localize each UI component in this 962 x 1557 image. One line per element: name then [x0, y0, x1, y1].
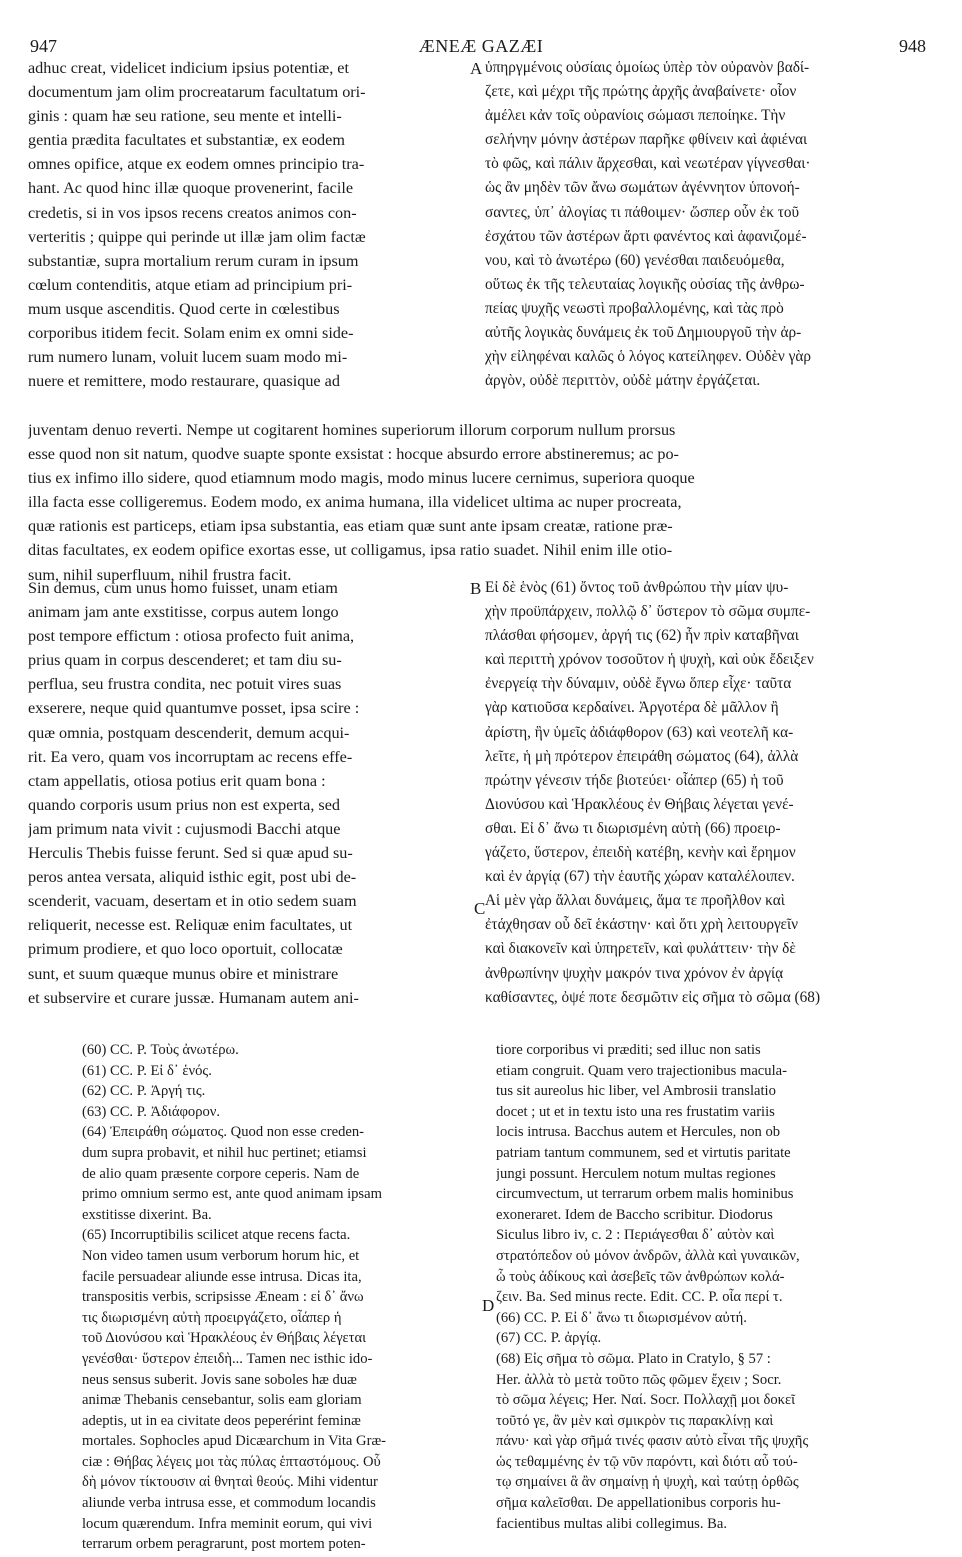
greek-line: ὑπηργμένοις οὐσίαις ὁμοίως ὑπὲρ τὸν οὐρανὸν βαδί- — [485, 59, 810, 76]
footnote-line: locis intrusa. Bacchus autem et Hercules, non ob — [496, 1124, 781, 1141]
greek-line: γὰρ κατιοῦσα κερδαίνει. Ἀργοτέρα δὲ μᾶλλον ἢ — [485, 699, 779, 717]
greek-line: Αἱ μὲν γὰρ ἄλλαι δυνάμεις, ἅμα τε προῆλθον καὶ — [485, 892, 785, 910]
greek-line: ὡς ἂν μηδὲν τῶν ἄνω σωμάτων ἀγέννητον ὑπονοή- — [485, 179, 800, 197]
latin-line: animam jam ante exstitisse, corpus autem longo — [28, 603, 339, 622]
footnote-line: animæ Thebanis censebantur, solis eam gloriam — [82, 1392, 362, 1409]
greek-line: σαντες, ὑπ᾿ ἀλογίας τι πάθοιμεν· ὥσπερ οὖν ἐκ τοῦ — [485, 203, 800, 221]
footnote-line: terrarum orbem peragrarunt, post mortem poten- — [82, 1536, 366, 1553]
greek-line: ζετε, καὶ μέχρι τῆς πρώτης ἀρχῆς ἀναβαίνετε· οἷον — [485, 83, 797, 101]
page-number-right: 948 — [899, 36, 926, 56]
latin-line: ctam appellatis, otiosa potius erit quam bona : — [28, 771, 326, 790]
footnote-line: δὴ μόνον τίκτουσιν αἱ θνηταὶ θεούς. Mihi videntur — [82, 1474, 378, 1491]
latin-line: et subservire et curare jussæ. Humanam autem ani- — [28, 988, 359, 1007]
footnote-line: aliunde verba intrusa esse, et commodum locandis — [82, 1495, 376, 1512]
greek-line: ἀνθρωπίνην ψυχὴν μακρόν τινα χρόνον ἐν ἀργίᾳ — [485, 964, 784, 982]
greek-line: πείας ψυχῆς νεωστὶ προβαλλομένης, καὶ τὰς πρὸ — [485, 299, 784, 317]
latin-line: esse quod non sit natum, quodve suapte sponte exsistat : hocque absurdo errore abstineremus; ac po- — [28, 445, 679, 464]
footnote-line: (61) CC. P. Εἰ δ᾿ ἑνός. — [82, 1062, 212, 1079]
latin-line: sum, nihil superfluum, nihil frustra facit. — [28, 565, 292, 584]
page-number-left: 947 — [30, 36, 57, 56]
footnote-line: (64) Ἐπειράθη σώματος. Quod non esse creden- — [82, 1124, 365, 1141]
footnote-line: de alio quam præsente corpore ceperis. Nam de — [82, 1165, 360, 1182]
footnote-line: ὡς τεθαμμένης ἐν τῷ νῦν παρόντι, καὶ διότι αὖ τού- — [496, 1453, 798, 1470]
footnote-line: primo omnium sermo est, ante quod animam ipsam — [82, 1186, 382, 1203]
latin-line: prius quam in corpus descenderet; et tam diu su- — [28, 651, 342, 670]
footnote-line: (62) CC. P. Ἀργή τις. — [82, 1083, 206, 1100]
footnote-line: σῆμα καλεῖσθαι. De appellationibus corporis hu- — [496, 1495, 781, 1512]
footnote-line: τὸ σῶμα λέγεις; Her. Ναί. Socr. Πολλαχῇ μοι δοκεῖ — [496, 1392, 796, 1409]
latin-line: mum usque ascenditis. Quod certe in cœlestibus — [28, 299, 340, 318]
footnote-line: τοῦ Διονύσου καὶ Ἡρακλέους ἐν Θήβαις λέγεται — [82, 1330, 367, 1347]
greek-line: ἐτάχθησαν οὗ δεῖ ἑκάστην· καὶ ὅτι χρὴ λειτουργεῖν — [485, 916, 798, 934]
latin-line: corporibus itidem fecit. Solam enim ex omni side- — [28, 324, 354, 343]
latin-line: substantiæ, supra mortalium rerum curam in ipsum — [28, 251, 359, 270]
greek-line: οὕτως ἐκ τῆς τελευταίας λογικῆς οὐσίας τῆς ἀνθρω- — [485, 275, 805, 293]
latin-line: quando corporis usum prius non est experta, sed — [28, 795, 340, 814]
section-marker-c: C — [474, 899, 486, 918]
greek-column-bottom — [485, 576, 927, 1010]
greek-line: νου, καὶ τὸ ἀνωτέρω (60) γενέσθαι παιδευόμεθα, — [485, 251, 785, 269]
footnote-line: στρατόπεδον οὐ μόνον ἀνδρῶν, ἀλλὰ καὶ γυναικῶν, — [496, 1247, 800, 1264]
latin-column-top — [28, 56, 474, 393]
latin-line: documentum jam olim procreatarum facultatum ori- — [28, 83, 366, 102]
latin-line: hant. Ac quod hinc illæ quoque provenerint, facile — [28, 179, 354, 198]
footnote-line: Her. ἀλλὰ τὸ μετὰ τοῦτο πῶς φῶμεν ἔχειν ; Socr. — [496, 1371, 782, 1388]
greek-line: Εἰ δὲ ἑνὸς (61) ὄντος τοῦ ἀνθρώπου τὴν μίαν ψυ- — [485, 579, 789, 596]
footnote-line: ὧ τοὺς ἀδίκους καὶ ἀσεβεῖς τῶν ἀνθρώπων κολά- — [496, 1268, 785, 1285]
footnote-line: tiore corporibus vi præditi; sed illuc non satis — [496, 1042, 761, 1058]
footnote-line: (63) CC. P. Ἀδιάφορον. — [82, 1103, 221, 1120]
footnote-line: (68) Εἰς σῆμα τὸ σῶμα. Plato in Cratylo, § 57 : — [496, 1350, 771, 1367]
footnote-line: tus sit aureolus hic liber, vel Ambrosii translatio — [496, 1083, 776, 1100]
latin-line: tius ex infimo illo sidere, quod etiamnum modo magis, modo minus lucere cernimus, superiora quoque — [28, 469, 695, 488]
footnote-line: πάνυ· καὶ γὰρ σῆμά τινές φασιν αὐτὸ εἶναι τῆς ψυχῆς — [496, 1433, 809, 1450]
footnote-line: (65) Incorruptibilis scilicet atque recens facta. — [82, 1227, 351, 1244]
greek-line: γάζετο, ὕστερον, ἐπειδὴ κατέβη, κενὴν καὶ ἔρημον — [485, 844, 796, 862]
footnote-line: facientibus multas alibi collegimus. Ba. — [496, 1515, 728, 1532]
greek-line: αὐτῆς λογικὰς δυνάμεις ἐκ τοῦ Δημιουργοῦ τὴν ἀρ- — [485, 324, 802, 342]
footnote-line: exoneraret. Idem de Baccho scribitur. Diodorus — [496, 1206, 773, 1223]
footnotes-left — [82, 1040, 474, 1555]
latin-line: perflua, seu frustra condita, nec potuit vires suas — [28, 675, 342, 694]
latin-line: omnes opifice, atque ex eodem omnes principio tra- — [28, 155, 365, 174]
latin-line: post tempore effictum : otiosa profecto fuit anima, — [28, 627, 355, 646]
footnote-line: (67) CC. P. ἀργίᾳ. — [496, 1330, 602, 1347]
footnote-line: mortales. Sophocles apud Dicæarchum in Vita Græ- — [82, 1433, 387, 1450]
greek-line: πρώτην γένεσιν τήδε βιοτεύει· οἷάπερ (65) ἡ τοῦ — [485, 771, 784, 789]
latin-line: sunt, et suum quæque munus obire et ministrare — [28, 964, 339, 983]
latin-line: rit. Ea vero, quam vos incorruptam ac recens effe- — [28, 747, 353, 766]
footnote-line: τοῦτό γε, ἂν μὲν καὶ σμικρὸν τις παρακλίνῃ καὶ — [496, 1412, 774, 1429]
footnote-line: τῳ σημαίνει ἃ ἂν σημαίνῃ ἡ ψυχὴ, καὶ ταύτῃ ὀρθῶς — [496, 1474, 799, 1491]
greek-line: ἀργὸν, οὐδὲ περιττὸν, οὐδὲ μάτην ἐργάζεται. — [485, 372, 761, 390]
greek-line: χὴν προϋπάρχειν, πολλῷ δ᾿ ὕστερον τὸ σῶμα συμπε- — [485, 603, 811, 621]
greek-line: χὴν εἰληφέναι καλῶς ὁ λόγος κατείληφεν. Οὐδὲν γὰρ — [485, 348, 812, 366]
section-marker-b: B — [470, 579, 482, 598]
footnote-line: Non video tamen usum verborum horum hic, et — [82, 1247, 360, 1264]
greek-line: καθίσαντες, ὀψέ ποτε δεσμῶτιν εἰς σῆμα τὸ σῶμα (68) — [485, 988, 821, 1006]
latin-line: scenderit, vacuam, desertam et in otio sedem suam — [28, 892, 357, 911]
section-marker-d: D — [482, 1296, 495, 1315]
latin-line: gentia prædita facultates et substantiæ, ex eodem — [28, 131, 345, 150]
footnote-line: neus sensus suberit. Jovis sane soboles hæ duæ — [82, 1371, 357, 1388]
latin-line: exserere, neque quid quantumve posset, ipsa scire : — [28, 699, 360, 718]
latin-line: rum numero lunam, voluit lucem suam modo mi- — [28, 348, 348, 367]
footnote-line: docet ; ut et in textu isto una res frustatim variis — [496, 1103, 775, 1120]
greek-line: καὶ διακονεῖν καὶ ὑπηρετεῖν, καὶ φυλάττειν· τὴν δὲ — [485, 940, 796, 958]
latin-line: cœlum contenditis, atque etiam ad principium pri- — [28, 275, 353, 294]
latin-line: nuere et remittere, modo restaurare, quasique ad — [28, 372, 340, 391]
latin-line: Sin demus, cum unus homo fuisset, unam etiam — [28, 579, 338, 597]
footnote-line: (66) CC. P. Εἰ δ᾿ ἄνω τι διωρισμένον αὐτή. — [496, 1309, 747, 1326]
footnote-line: locum quærendum. Infra meminit eorum, qui vivi — [82, 1515, 373, 1532]
greek-line: Διονύσου καὶ Ἡρακλέους ἐν Θήβαις λέγεται γενέ- — [485, 795, 794, 813]
latin-line: jam primum nata vivit : cujusmodi Bacchi atque — [28, 819, 341, 838]
footnote-line: ciæ : Θήβας λέγεις μοι τὰς πύλας ἑπταστόμους. Οὗ — [82, 1453, 381, 1470]
latin-line: juventam denuo reverti. Nempe ut cogitarent homines superiorum illorum corporum nullum prorsus — [28, 421, 676, 439]
footnote-line: dum supra probavit, et nihil huc pertinet; etiamsi — [82, 1144, 367, 1161]
footnote-line: ζειν. Ba. Sed minus recte. Edit. CC. P. οἷα περί τ. — [496, 1289, 783, 1306]
footnote-line: transpositis verbis, scripsisse Æneam : εἰ δ᾿ ἄνω — [82, 1289, 364, 1306]
footnote-line: Siculus libro iv, c. 2 : Περιάγεσθαι δ᾿ αὐτὸν καὶ — [496, 1227, 775, 1244]
latin-line: adhuc creat, videlicet indicium ipsius potentiæ, et — [28, 59, 349, 77]
greek-line: ἐνεργείᾳ τὴν δύναμιν, οὐδὲ ἔγνω ὅπερ εἶχε· ταῦτα — [485, 675, 792, 693]
footnote-line: γενέσθαι· ὕστερον ἐπειδὴ... Tamen nec isthic ido- — [82, 1350, 373, 1367]
greek-column-top — [485, 56, 927, 393]
footnote-line: exstitisse dixerint. Ba. — [82, 1206, 212, 1223]
greek-line: λεῖτε, ἡ μὴ πρότερον ἐπειράθη σώματος (64), ἀλλὰ — [485, 747, 799, 765]
greek-line: ἀμέλει κἀν τοῖς οὐρανίοις σώμασι πεποίηκε. Τὴν — [485, 107, 786, 125]
greek-line: πλάσθαι φήσομεν, ἀργή τις (62) ἦν πρὶν καταβῆναι — [485, 627, 799, 645]
greek-line: σθαι. Εἰ δ᾿ ἄνω τι διωρισμένη αὐτὴ (66) προειρ- — [485, 819, 781, 837]
latin-line: reliquerit, necesse est. Reliquæ enim facultates, ut — [28, 916, 353, 935]
latin-line: ginis : quam hæ seu ratione, seu mente et intelli- — [28, 107, 342, 126]
latin-line: Herculis Thebis fuisse ferunt. Sed si quæ apud su- — [28, 844, 353, 863]
footnote-line: facile persuadear aliunde esse intrusa. Dicas ita, — [82, 1268, 362, 1285]
latin-column-bottom — [28, 576, 474, 1010]
latin-line: ditas facultates, ex eodem opifice exortas esse, ut colligamus, ipsa ratio suadet. Nihil enim ille otio- — [28, 541, 673, 560]
latin-line: peros antea versata, aliquid isthic egit, post ubi de- — [28, 868, 357, 887]
latin-line: credetis, si in vos ipsos recens creatos animos con- — [28, 203, 357, 222]
greek-line: ἀρίστη, ἣν ὑμεῖς ἀδιάφθορον (63) καὶ νεοτελῆ κα- — [485, 723, 794, 741]
greek-line: τὸ φῶς, καὶ πάλιν ἄρχεσθαι, καὶ νεωτέραν γίγνεσθαι· — [485, 155, 811, 173]
latin-line: quæ rationis est particeps, etiam ipsa substantia, eas etiam quæ sunt ante ipsam creatæ, ratione præ- — [28, 517, 673, 536]
greek-line: σελήνην μόνην ἀστέρων παρῆκε φθίνειν καὶ ἀφιέναι — [485, 131, 808, 149]
footnote-line: adeptis, ut in ea civitate deos peperérint feminæ — [82, 1412, 361, 1429]
latin-line: verteritis ; quippe qui perinde ut illæ jam olim factæ — [28, 227, 366, 246]
latin-line: primum prodiere, et quo loco oportuit, collocatæ — [28, 940, 343, 959]
footnote-line: τις διωρισμένη αὐτὴ προειργάζετο, οἷάπερ ἡ — [82, 1309, 342, 1326]
greek-line: ἐσχάτου τῶν ἀστέρων ἄρτι φανέντος καὶ ἀφανιζομέ- — [485, 227, 807, 245]
footnote-line: (60) CC. P. Τοὺς ἀνωτέρω. — [82, 1042, 239, 1058]
running-title: ÆNEÆ GAZÆI — [418, 36, 544, 56]
greek-line: καὶ περιττὴ χρόνον τοσοῦτον ἡ ψυχὴ, καὶ οὐκ ἔδειξεν — [485, 651, 814, 669]
greek-line: καὶ ἐν ἀργίᾳ (67) τὴν ἑαυτῆς χώραν καταλέλοιπεν. — [485, 868, 795, 886]
footnotes-right — [496, 1040, 936, 1534]
latin-line: quæ omnia, postquam descenderit, demum acqui- — [28, 723, 350, 742]
footnote-line: etiam congruit. Quam vero trajectionibus macula- — [496, 1062, 787, 1079]
latin-line: illa facta esse colligeremus. Eodem modo, ex anima humana, illa videlicet ultima ac nuper procreata, — [28, 493, 682, 512]
latin-full-width-block — [28, 418, 936, 587]
footnote-line: circumvectum, ut terrarum orbem malis hominibus — [496, 1186, 794, 1203]
section-marker-a: A — [470, 59, 483, 78]
footnote-line: jungi possunt. Herculem notum multas regiones — [496, 1165, 776, 1182]
footnote-line: patriam tantum communem, sed et virtutis paritate — [496, 1144, 791, 1161]
